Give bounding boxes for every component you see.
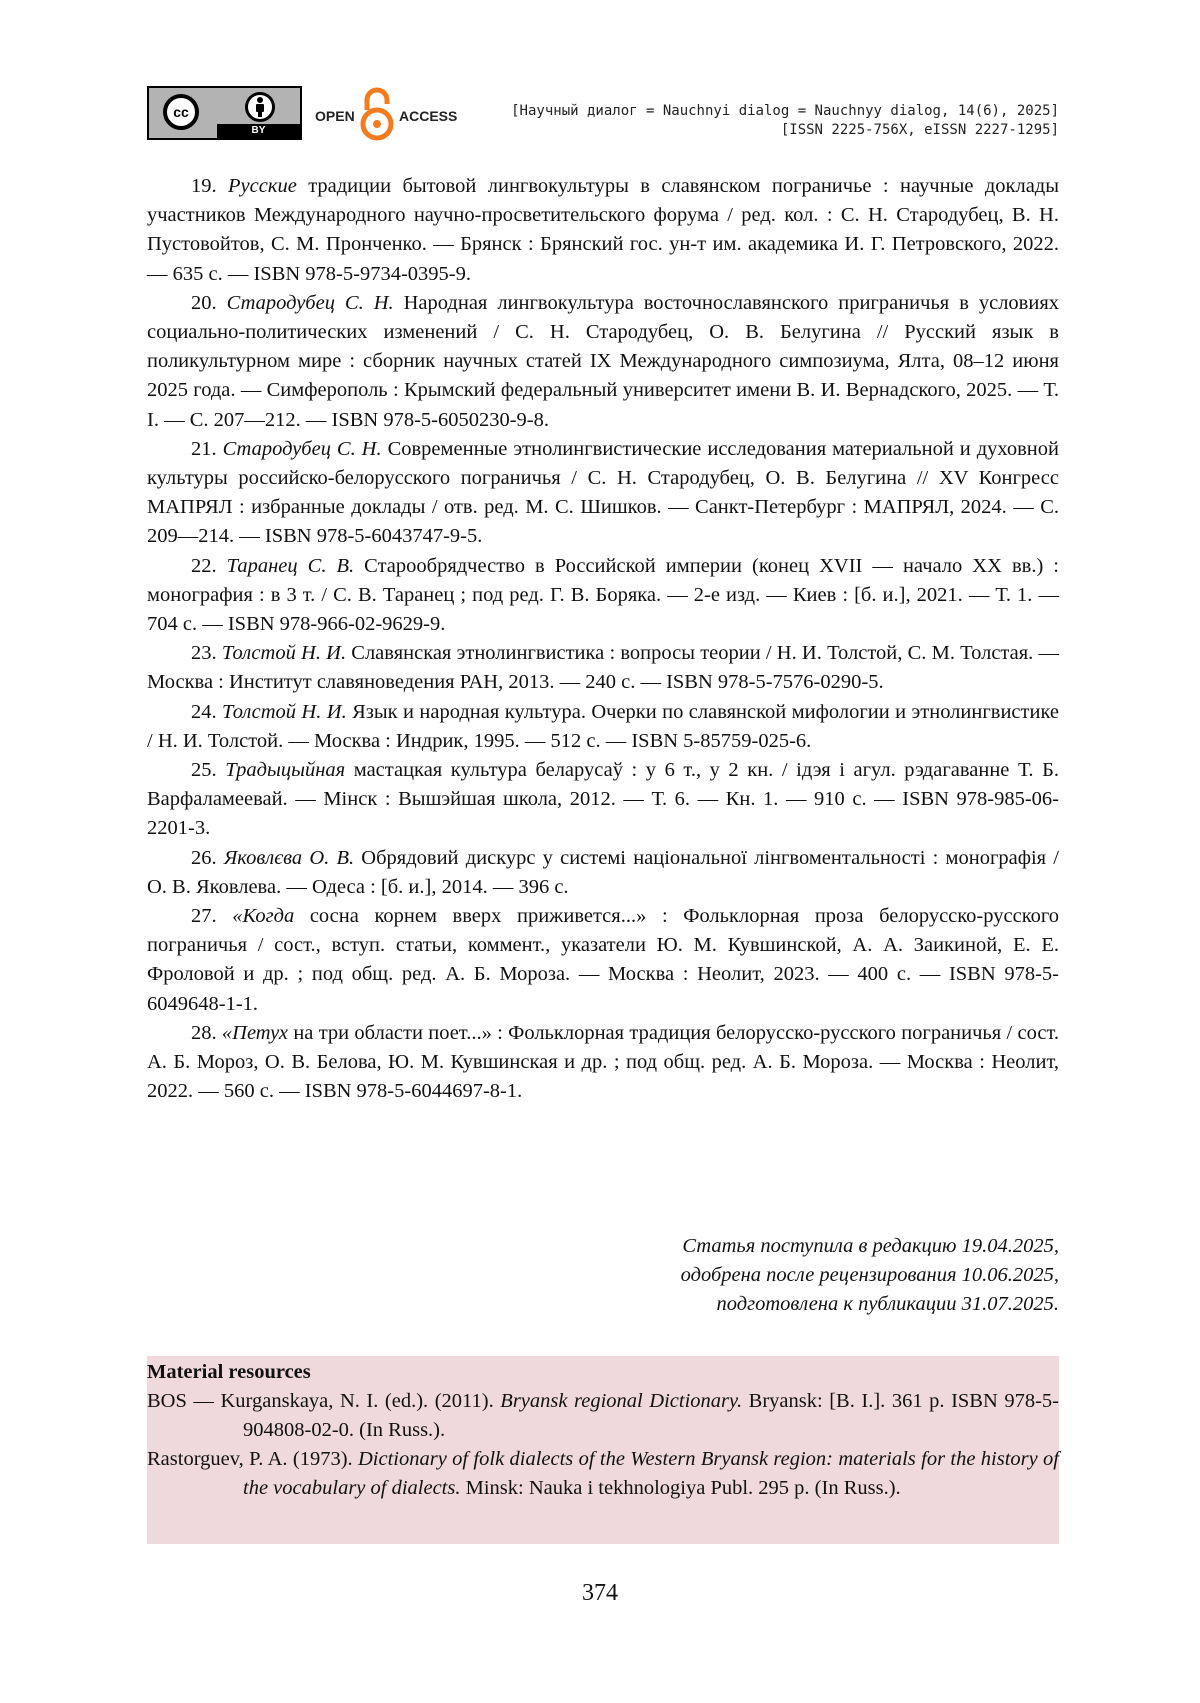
reference-item: 27. «Когда сосна корнем вверх приживется...» : Фольклорная проза белорусско-русского пограничья / сост., вступ. статьи, коммент., указатели Ю. М. Кувшинской, А. А. Заикиной, Е. Е. Фроловой и др. ; под общ. ред. А. Б. Мороза. — Москва : Неолит, 2023. — 400 с. — ISBN 978-5-6049648-1-1. xyxy=(147,905,1060,1015)
reference-author: «Когда xyxy=(232,905,295,928)
approved-date-line: одобрена после рецензирования 10.06.2025, xyxy=(680,1264,1059,1286)
cc-by-license-badge[interactable] xyxy=(147,86,302,140)
attribution-person-icon xyxy=(245,92,275,122)
material-resource-entry: BOS — Kurganskaya, N. I. (ed.). (2011). Bryansk regional Dictionary. Bryansk: [B. I.]. 361 p. ISBN 978-5-904808-02-0. (In Russ.). xyxy=(147,1390,1059,1441)
open-access-access-label: ACCESS xyxy=(399,108,458,124)
reference-author: Толстой Н. И. xyxy=(222,700,347,723)
prepared-date-line: подготовлена к публикации 31.07.2025. xyxy=(716,1293,1059,1315)
reference-item: 23. Толстой Н. И. Славянская этнолингвистика : вопросы теории / Н. И. Толстой, С. М. Толстая. — Москва : Институт славяноведения РАН, 2013. — 240 с. — ISBN 978-5-7576-0290-5. xyxy=(147,642,1059,694)
material-resources-box xyxy=(147,1356,1059,1544)
reference-author: Толстой Н. И. xyxy=(221,642,347,665)
reference-item: 20. Стародубец С. Н. Народная лингвокультура восточнославянского приграничья в условиях социально-политических изменений / С. Н. Стародубец, О. В. Белугина // Русский язык в поликультурном мире : сборник научных статей IX Международного симпозиума, Ялта, 08–12 июня 2025 года. — Симферополь : Крымский федеральный университет имени В. И. Вернадского, 2025. — Т. I. — С. 207—212. — ISBN 978-5-6050230-9-8. xyxy=(147,291,1060,431)
reference-author: Русские xyxy=(228,175,297,197)
reference-item: 25. Традыцыйная мастацкая культура беларусаў : у 6 т., у 2 кн. / ідэя і агул. рэдагаванне Т. Б. Варфаламеевай. — Мінск : Вышэйшая школа, 2012. — Т. 6. — Кн. 1. — 910 с. — ISBN 978-985-06-2201-3. xyxy=(147,759,1059,840)
reference-author: Традыцыйная xyxy=(225,759,346,782)
open-access-lock-icon xyxy=(359,86,395,142)
reference-item: 22. Таранец С. В. Старообрядчество в Российской империи (конец XVII — начало XX вв.) : монография : в 3 т. / С. В. Таранец ; под ред. Г. В. Боряка. — 2-е изд. — Киев : [б. и.], 2021. — Т. 1. — 704 с. — ISBN 978-966-02-9629-9. xyxy=(147,554,1060,636)
open-access-open-label: OPEN xyxy=(315,108,355,124)
reference-author: «Петух xyxy=(221,1021,289,1044)
reference-author: Яковлєва О. В. xyxy=(223,846,355,869)
journal-citation xyxy=(511,102,1059,140)
reference-item: 19. Русские традиции бытовой лингвокультуры в славянском пограничье : научные доклады участников Международного научно-просветительского форума / ред. кол. : С. Н. Стародубец, В. Н. Пустовойтов, С. М. Пронченко. — Брянск : Брянский гос. ун-т им. академика И. Г. Петровского, 2022. — 635 с. — ISBN 978-5-9734-0395-9. xyxy=(147,175,1060,285)
reference-list xyxy=(147,172,1059,1107)
page-header xyxy=(147,86,1059,142)
journal-issn-line: [ISSN 2225-756X, eISSN 2227-1295] xyxy=(780,122,1059,138)
reference-item: 26. Яковлєва О. В. Обрядовий дискурс у системі національної лінгвоментальності : монографія / О. В. Яковлева. — Одеса : [б. и.], 2014. — 396 с. xyxy=(147,846,1059,898)
reference-item: 21. Стародубец С. Н. Современные этнолингвистические исследования материальной и духовной культуры российско-белорусского пограничья / С. Н. Стародубец, О. В. Белугина // XV Конгресс МАПРЯЛ : избранные доклады / отв. ред. М. С. Шишков. — Санкт-Петербург : МАПРЯЛ, 2024. — С. 209—214. — ISBN 978-5-6043747-9-5. xyxy=(147,437,1059,548)
reference-author: Таранец С. В. xyxy=(226,554,355,577)
open-access-logo xyxy=(315,86,475,142)
material-resources-title: Material resources xyxy=(147,1361,311,1383)
reference-item: 28. «Петух на три области поет...» : Фольклорная традиция белорусско-русского пограничья / сост. А. Б. Мороз, О. В. Белова, Ю. М. Кувшинская и др. ; под общ. ред. А. Б. Мороза. — Москва : Неолит, 2022. — 560 с. — ISBN 978-5-6044697-8-1. xyxy=(147,1021,1059,1103)
received-date-line: Статья поступила в редакцию 19.04.2025, xyxy=(682,1235,1059,1257)
journal-title-line: [Научный диалог = Nauchnyi dialog = Nauchnyy dialog, 14(6), 2025] xyxy=(511,103,1059,119)
reference-author: Стародубец С. Н. xyxy=(222,437,382,460)
page-number: 374 xyxy=(582,1580,618,1606)
article-dates xyxy=(681,1232,1059,1319)
material-resource-entry: Rastorguev, P. A. (1973). Dictionary of folk dialects of the Western Bryansk region: materials for the history of the vocabulary of dialects. Minsk: Nauka i tekhnologiya Publ. 295 p. (In Russ.). xyxy=(147,1448,1059,1499)
creative-commons-icon: cc xyxy=(163,94,199,130)
reference-author: Стародубец С. Н. xyxy=(226,291,394,314)
license-by-label: BY xyxy=(217,124,300,138)
reference-item: 24. Толстой Н. И. Язык и народная культура. Очерки по славянской мифологии и этнолингвистике / Н. И. Толстой. — Москва : Индрик, 1995. — 512 с. — ISBN 5-85759-025-6. xyxy=(147,700,1059,752)
